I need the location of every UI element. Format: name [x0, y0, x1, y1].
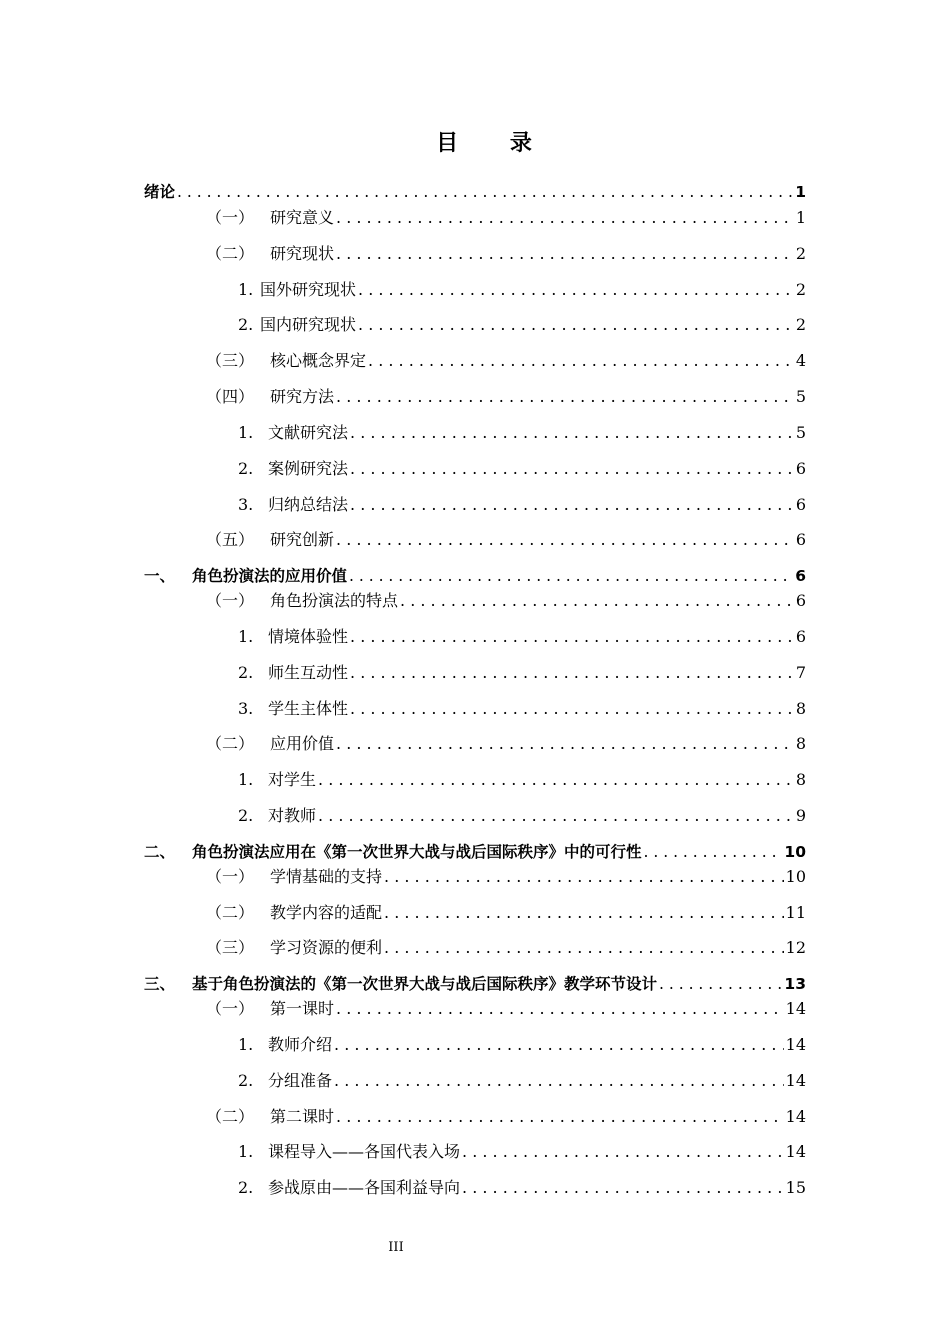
- toc-entry-title: 第二课时: [270, 1107, 335, 1126]
- toc-entry-title: 学情基础的支持: [270, 867, 383, 886]
- toc-entry[interactable]: [206, 936, 806, 960]
- toc-dot-leader: [318, 768, 794, 792]
- toc-entry-number: （二）: [206, 734, 255, 753]
- toc-entry-title: 国外研究现状: [260, 280, 357, 299]
- toc-entry-number: （五）: [206, 530, 255, 549]
- toc-entry-number: 2.: [238, 315, 254, 334]
- toc-entry-number: 2.: [238, 1071, 254, 1090]
- toc-entry-page: 14: [785, 1071, 806, 1090]
- toc-entry-page: 1: [795, 208, 806, 227]
- toc-entry[interactable]: [238, 625, 806, 649]
- toc-dot-leader: [336, 385, 794, 409]
- toc-entry-page: 6: [795, 591, 806, 610]
- toc-entry-title: 研究现状: [270, 244, 335, 263]
- toc-entry-page: 10: [785, 867, 806, 886]
- toc-entry-number: （一）: [206, 591, 255, 610]
- toc-entry-title: 对教师: [268, 806, 317, 825]
- toc-dot-leader: [350, 661, 794, 685]
- toc-entry-title: 参战原由——各国利益导向: [268, 1178, 461, 1197]
- toc-entry[interactable]: [144, 180, 806, 204]
- toc-entry-number: 2.: [238, 459, 254, 478]
- toc-entry-number: 1.: [238, 627, 254, 646]
- toc-entry-number: 3.: [238, 495, 254, 514]
- toc-entry-number: 2.: [238, 663, 254, 682]
- toc-entry[interactable]: [144, 840, 806, 864]
- toc-entry-number: （一）: [206, 867, 255, 886]
- toc-dot-leader: [358, 313, 794, 337]
- toc-dot-leader: [462, 1176, 784, 1200]
- toc-dot-leader: [368, 349, 794, 373]
- toc-entry-page: 6: [795, 627, 806, 646]
- toc-entry-number: （一）: [206, 208, 255, 227]
- toc-entry-page: 9: [795, 806, 806, 825]
- toc-entry-page: 5: [795, 387, 806, 406]
- toc-entry-title: 应用价值: [270, 734, 335, 753]
- toc-dot-leader: [336, 997, 784, 1021]
- toc-entry-title: 角色扮演法的特点: [270, 591, 399, 610]
- toc-entry-page: 6: [795, 567, 806, 585]
- toc-dot-leader: [334, 1033, 784, 1057]
- toc-entry[interactable]: [238, 1176, 806, 1200]
- toc-entry-page: 6: [795, 495, 806, 514]
- toc-entry[interactable]: [206, 997, 806, 1021]
- toc-entry-page: 2: [795, 280, 806, 299]
- toc-dot-leader: [334, 1069, 784, 1093]
- toc-entry-title: 学习资源的便利: [270, 938, 383, 957]
- toc-entry-page: 6: [795, 459, 806, 478]
- toc-entry[interactable]: [238, 1140, 806, 1164]
- toc-entry-number: 1.: [238, 280, 254, 299]
- toc-entry-page: 2: [795, 315, 806, 334]
- toc-entry-title: 文献研究法: [268, 423, 349, 442]
- toc-entry-page: 5: [795, 423, 806, 442]
- toc-entry[interactable]: [206, 349, 806, 373]
- toc-entry-page: 8: [795, 734, 806, 753]
- toc-entry[interactable]: [238, 493, 806, 517]
- toc-entry-title: 基于角色扮演法的《第一次世界大战与战后国际秩序》教学环节设计: [192, 975, 658, 993]
- toc-entry-number: （二）: [206, 244, 255, 263]
- toc-entry-page: 15: [785, 1178, 806, 1197]
- toc-entry[interactable]: [206, 901, 806, 925]
- toc-dot-leader: [644, 840, 783, 864]
- toc-entry[interactable]: [238, 313, 806, 337]
- toc-entry-number: 二、: [144, 843, 176, 861]
- page-title: 目 录: [436, 131, 554, 156]
- toc-dot-leader: [358, 278, 794, 302]
- toc-dot-leader: [384, 901, 784, 925]
- toc-entry-number: 一、: [144, 567, 176, 585]
- toc-entry[interactable]: [206, 242, 806, 266]
- toc-dot-leader: [336, 732, 794, 756]
- toc-entry-title: 第一课时: [270, 999, 335, 1018]
- toc-entry-title: 师生互动性: [268, 663, 349, 682]
- toc-entry-title: 研究方法: [270, 387, 335, 406]
- toc-entry[interactable]: [238, 278, 806, 302]
- toc-dot-leader: [349, 564, 793, 588]
- toc-entry-number: （二）: [206, 1107, 255, 1126]
- toc-entry-number: 2.: [238, 806, 254, 825]
- toc-entry[interactable]: [206, 206, 806, 230]
- toc-entry-page: 1: [795, 183, 806, 201]
- toc-entry[interactable]: [206, 589, 806, 613]
- toc-entry-page: 7: [795, 663, 806, 682]
- toc-entry-number: 三、: [144, 975, 176, 993]
- toc-entry-title: 研究创新: [270, 530, 335, 549]
- toc-entry-page: 2: [795, 244, 806, 263]
- toc-entry[interactable]: [238, 421, 806, 445]
- toc-entry-title: 核心概念界定: [270, 351, 367, 370]
- toc-dot-leader: [350, 493, 794, 517]
- toc-entry-number: （三）: [206, 938, 255, 957]
- toc-entry-number: （一）: [206, 999, 255, 1018]
- toc-entry-title: 角色扮演法的应用价值: [192, 567, 348, 585]
- toc-entry[interactable]: [238, 1033, 806, 1057]
- toc-dot-leader: [336, 206, 794, 230]
- toc-entry[interactable]: [238, 697, 806, 721]
- toc-entry-page: 14: [785, 1035, 806, 1054]
- toc-entry-title: 教师介绍: [268, 1035, 333, 1054]
- toc-dot-leader: [336, 528, 794, 552]
- toc-entry[interactable]: [206, 865, 806, 889]
- toc-entry-number: 1.: [238, 1142, 254, 1161]
- toc-dot-leader: [350, 457, 794, 481]
- toc-entry-title: 国内研究现状: [260, 315, 357, 334]
- toc-entry-page: 14: [785, 1142, 806, 1161]
- toc-entry-title: 角色扮演法应用在《第一次世界大战与战后国际秩序》中的可行性: [192, 843, 642, 861]
- toc-dot-leader: [318, 804, 794, 828]
- toc-entry-page: 14: [785, 1107, 806, 1126]
- toc-entry-page: 11: [785, 903, 806, 922]
- toc-entry-number: （三）: [206, 351, 255, 370]
- toc-dot-leader: [177, 180, 793, 204]
- toc-entry-number: （四）: [206, 387, 255, 406]
- toc-entry-page: 8: [795, 699, 806, 718]
- toc-entry-number: （二）: [206, 903, 255, 922]
- toc-dot-leader: [384, 865, 784, 889]
- toc-entry-page: 13: [784, 975, 806, 993]
- toc-dot-leader: [336, 242, 794, 266]
- toc-entry-title: 研究意义: [270, 208, 335, 227]
- toc-entry-number: 1.: [238, 423, 254, 442]
- toc-entry[interactable]: [144, 972, 806, 996]
- toc-entry[interactable]: [238, 768, 806, 792]
- toc-entry[interactable]: [144, 564, 806, 588]
- toc-entry-title: 课程导入——各国代表入场: [268, 1142, 461, 1161]
- toc-dot-leader: [659, 972, 782, 996]
- toc-entry-number: 1.: [238, 770, 254, 789]
- toc-entry[interactable]: [206, 528, 806, 552]
- toc-entry-title: 对学生: [268, 770, 317, 789]
- toc-entry-title: 绪论: [144, 183, 176, 201]
- toc-entry-title: 学生主体性: [268, 699, 349, 718]
- toc-entry-title: 教学内容的适配: [270, 903, 383, 922]
- toc-dot-leader: [350, 697, 794, 721]
- toc-entry-title: 情境体验性: [268, 627, 349, 646]
- toc-entry[interactable]: [238, 457, 806, 481]
- toc-entry[interactable]: [238, 661, 806, 685]
- toc-dot-leader: [462, 1140, 784, 1164]
- toc-entry-number: 3.: [238, 699, 254, 718]
- toc-entry-number: 2.: [238, 1178, 254, 1197]
- toc-entry-title: 案例研究法: [268, 459, 349, 478]
- toc-entry-page: 14: [785, 999, 806, 1018]
- toc-entry-page: 4: [795, 351, 806, 370]
- toc-entry[interactable]: [206, 1105, 806, 1129]
- toc-dot-leader: [400, 589, 794, 613]
- toc-entry-page: 12: [785, 938, 806, 957]
- toc-entry[interactable]: [238, 804, 806, 828]
- toc-entry-title: 归纳总结法: [268, 495, 349, 514]
- toc-entry-title: 分组准备: [268, 1071, 333, 1090]
- toc-dot-leader: [384, 936, 784, 960]
- page-number: III: [388, 1240, 404, 1255]
- toc-entry[interactable]: [206, 385, 806, 409]
- toc-entry-number: 1.: [238, 1035, 254, 1054]
- toc-entry[interactable]: [238, 1069, 806, 1093]
- toc-entry-page: 6: [795, 530, 806, 549]
- toc-dot-leader: [350, 421, 794, 445]
- toc-dot-leader: [336, 1105, 784, 1129]
- toc-entry[interactable]: [206, 732, 806, 756]
- toc-entry-page: 10: [784, 843, 806, 861]
- toc-dot-leader: [350, 625, 794, 649]
- toc-entry-page: 8: [795, 770, 806, 789]
